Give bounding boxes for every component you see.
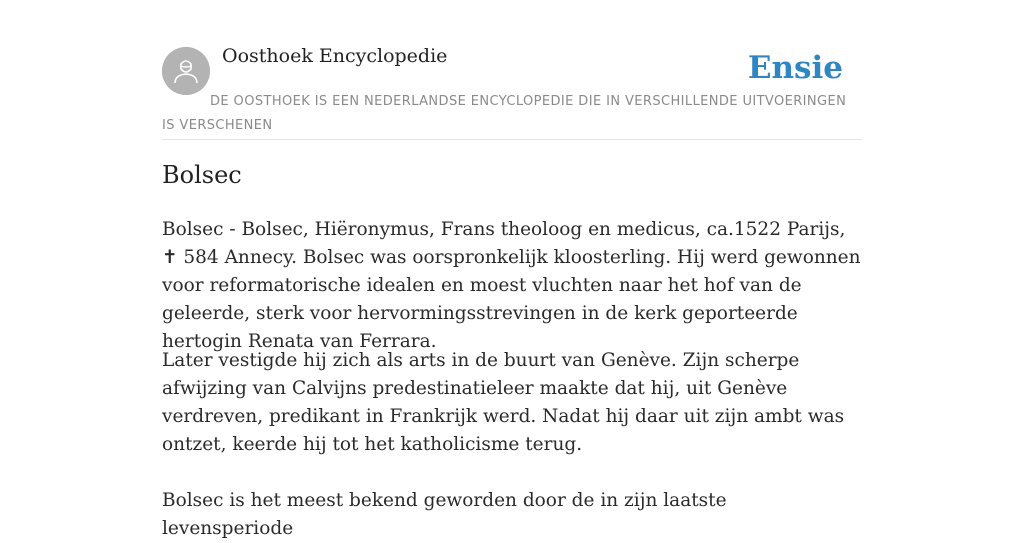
site-header (162, 0, 862, 140)
article-paragraph: Bolsec - Bolsec, Hiëronymus, Frans theoloog en medicus, ca.1522 Parijs, ✝ 584 Annecy. Bolsec was oorspronkelijk kloosterling. Hij werd gewonnen voor reformatorische idealen en moest vluchten naar het hof van de geleerde, sterk voor hervormingsstrevingen in de kerk geporteerde hertogin Renata van Ferrara. (162, 219, 861, 352)
article-paragraph: Bolsec is het meest bekend geworden door de in zijn laatste levensperiode (162, 490, 727, 539)
site-tagline: DE OOSTHOEK IS EEN NEDERLANDSE ENCYCLOPEDIE DIE IN VERSCHILLENDE UITVOERINGEN IS VERSCHENEN (162, 94, 847, 133)
site-name-link[interactable]: Oosthoek Encyclopedie (222, 45, 448, 67)
article-paragraph: Later vestigde hij zich als arts in de buurt van Genève. Zijn scherpe afwijzing van Calvijns predestinatieleer maakte dat hij, uit Genève verdreven, predikant in Frankrijk werd. Nadat hij daar uit zijn ambt was ontzet, keerde hij tot het katholicisme terug. (162, 350, 845, 455)
user-avatar-icon[interactable] (162, 47, 210, 95)
article-title: Bolsec (162, 161, 242, 189)
content-container (162, 0, 862, 539)
ensie-logo[interactable]: Ensie (747, 50, 843, 86)
